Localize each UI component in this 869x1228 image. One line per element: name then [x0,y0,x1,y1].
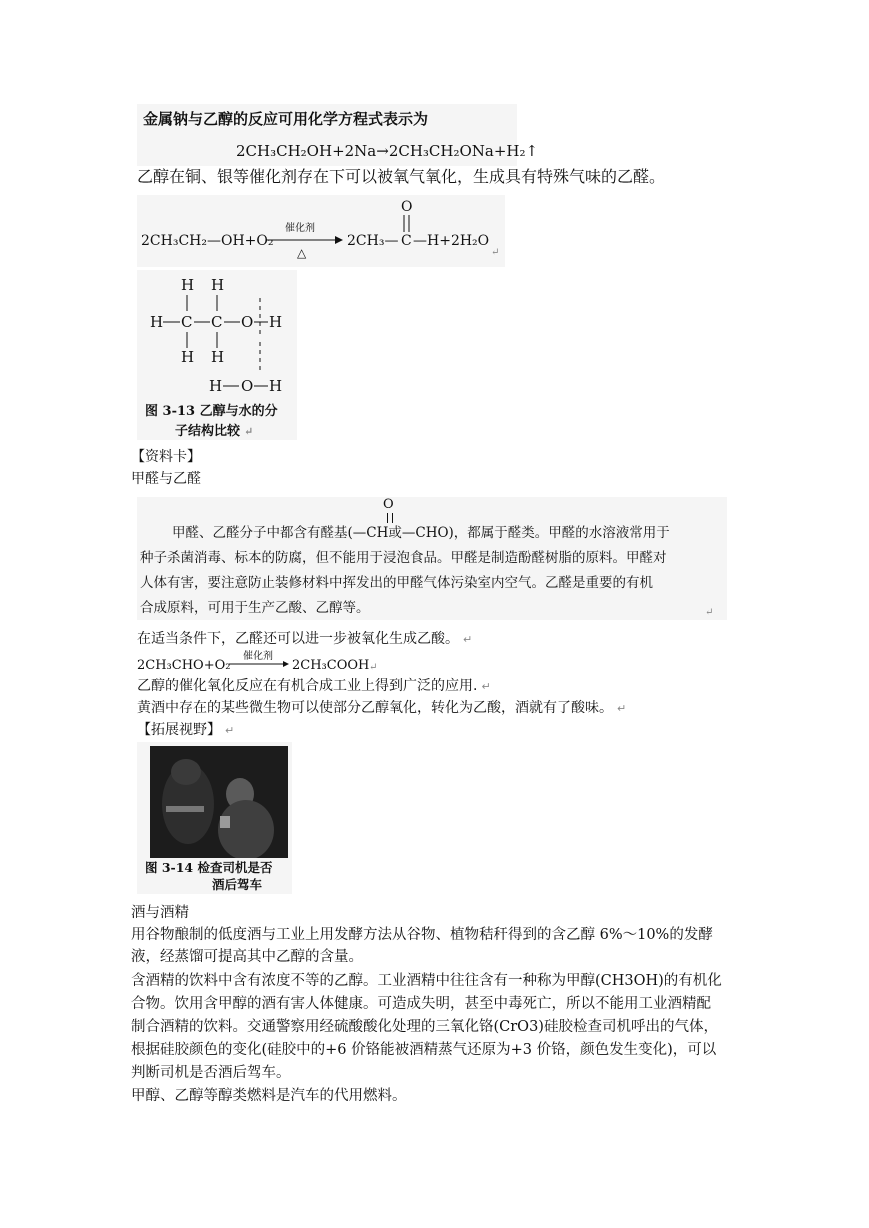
yellow-wine-text [137,697,626,720]
article-title: 酒与酒精 [131,905,189,921]
aldehyde-return-mark: ↵ [705,607,714,618]
application-content: 乙醇的催化氧化反应在有机合成工业上得到广泛的应用. [137,678,478,694]
water-h-right: H [269,377,283,395]
atom-h-left: H [150,313,164,331]
eq-right-a: 2CH₃— [347,233,399,249]
sodium-reaction-intro: 金属钠与乙醇的反应可用化学方程式表示为 [143,110,429,128]
eq-left-side: 2CH₃CH₂—OH+O₂ [141,233,274,249]
application-text [137,675,491,698]
atom-h-bottom1: H [181,348,195,366]
eq-heat-label: △ [297,246,307,260]
aldehyde-line-2: 种子杀菌消毒、标本的防腐，但不能用于浸泡食品。甲醛是制造酚醛树脂的原料。甲醛对 [140,550,667,566]
eq3-left: 2CH₃CHO+O₂ [137,658,231,673]
expand-label-text: 【拓展视野】 [137,722,221,738]
return-mark: ↵ [481,680,491,693]
atom-h-top1: H [181,276,195,294]
sodium-reaction-equation: 2CH₃CH₂OH+2Na→2CH₃CH₂ONa+H₂↑ [236,142,539,160]
return-mark: ↵ [225,724,235,737]
atom-c2: C [211,313,223,331]
water-h-left: H [209,377,223,395]
eq-right-b: —H+2H₂O [413,233,490,249]
figure-3-13-structures [137,270,297,400]
eq-arrow-head [335,236,343,244]
eq-return-mark: ↵ [491,247,500,258]
figure-3-13-caption-line2 [175,421,253,443]
figure-3-14-photo [150,746,288,858]
return-mark: ↵ [617,702,627,715]
article-line-8: 甲醇、乙醇等醇类燃料是汽车的代用燃料。 [131,1088,407,1104]
info-card-subtitle: 甲醛与乙醛 [131,471,201,487]
aldehyde-line-3: 人体有害，要注意防止装修材料中挥发出的甲醛气体污染室内空气。乙醛是重要的有机 [140,575,653,591]
atom-h-right: H [269,313,283,331]
acetaldehyde-oxidation-equation [137,648,377,676]
oxidation-equation [137,195,505,267]
article-line-7: 判断司机是否酒后驾车。 [131,1065,291,1081]
article-line-4: 合物。饮用含甲醇的酒有害人体健康。可造成失明，甚至中毒死亡，所以不能用工业酒精配 [131,996,711,1012]
expand-label [137,719,234,742]
eq-carbonyl-o: O [401,199,413,215]
aldehyde-o-label: O [383,497,394,512]
eq3-arrow-head [283,661,289,667]
return-mark: ↵ [463,633,473,646]
article-line-5: 制合酒精的饮料。交通警察用经硫酸酸化处理的三氧化铬(CrO3)硅胶检查司机呼出的气体， [131,1019,718,1035]
return-mark: ↵ [244,425,254,438]
article-line-1: 用谷物酿制的低度酒与工业上用发酵方法从谷物、植物秸秆得到的含乙醇 6%～10%的发酵 [131,927,713,943]
atom-o: O [241,313,254,331]
eq-catalyst-label: 催化剂 [285,223,315,234]
atom-h-bottom2: H [211,348,225,366]
article-line-2: 液，经蒸馏可提高其中乙醇的含量。 [131,949,363,965]
eq3-return-mark: ↵ [369,662,377,673]
eq-carbonyl-c: C [401,233,412,249]
eq3-catalyst: 催化剂 [243,651,273,662]
ethanol-oxidation-text: 乙醇在铜、银等催化剂存在下可以被氧气氧化，生成具有特殊气味的乙醛。 [137,167,666,186]
aldehyde-line-1: 甲醛、乙醛分子中都含有醛基(—CH或—CHO)，都属于醛类。甲醛的水溶液常用于 [172,525,670,541]
figure-3-14-caption-line1: 图 3-14 检查司机是否 [145,860,273,875]
atom-h-top2: H [211,276,225,294]
yellow-wine-content: 黄酒中存在的某些微生物可以使部分乙醇氧化，转化为乙酸，酒就有了酸味。 [137,700,613,716]
water-o: O [241,377,254,395]
eq3-right: 2CH₃COOH [292,658,370,673]
figure-3-14-caption-line2: 酒后驾车 [212,877,263,892]
figure-3-13-caption-line1: 图 3-13 乙醇与水的分 [145,404,278,419]
article-line-3: 含酒精的饮料中含有浓度不等的乙醇。工业酒精中往往含有一种称为甲醇(CH3OH)的有机化 [131,973,722,989]
further-oxidation-content: 在适当条件下，乙醛还可以进一步被氧化生成乙酸。 [137,631,459,647]
atom-c1: C [181,313,193,331]
info-card-label: 【资料卡】 [131,449,201,465]
aldehyde-line-4: 合成原料，可用于生产乙酸、乙醇等。 [140,600,370,616]
figure-3-13-caption-text: 子结构比较 [175,424,241,439]
article-line-6: 根据硅胶颜色的变化(硅胶中的+6 价铬能被酒精蒸气还原为+3 价铬，颜色发生变化)，可以 [131,1042,717,1058]
